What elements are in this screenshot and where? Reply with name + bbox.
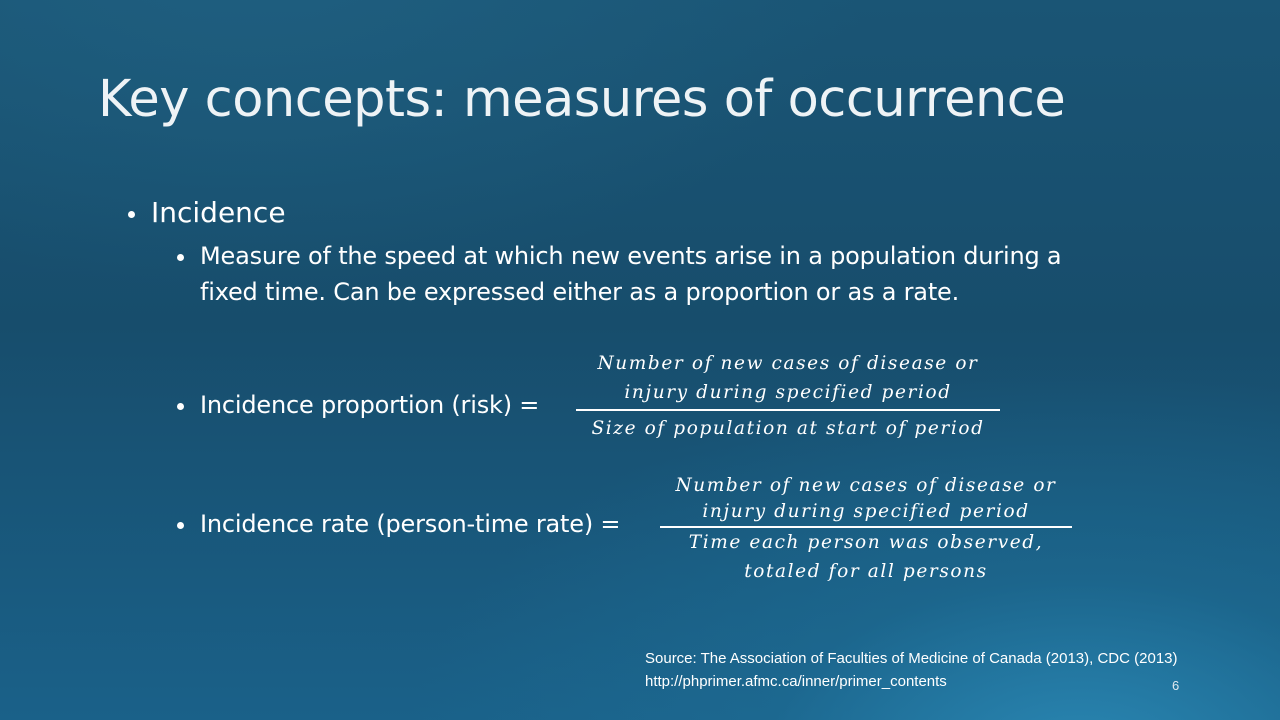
rate-denominator-line-2: totaled for all persons xyxy=(744,561,988,582)
incidence-proportion-formula xyxy=(576,349,1000,443)
fraction-bar xyxy=(576,409,1000,411)
bullet-dot xyxy=(177,522,184,529)
bullet-dot xyxy=(128,211,135,218)
definition-line-2: fixed time. Can be expressed either as a proportion or as a rate. xyxy=(200,278,960,306)
definition-line-1: Measure of the speed at which new events arise in a population during a xyxy=(200,242,1062,270)
proportion-numerator-line-2: injury during specified period xyxy=(624,382,952,403)
proportion-denominator: Size of population at start of period xyxy=(591,418,985,439)
slide-title: Key concepts: measures of occurrence xyxy=(98,70,1066,129)
source-citation: Source: The Association of Faculties of Medicine of Canada (2013), CDC (2013) xyxy=(645,650,1178,667)
proportion-numerator-line-1: Number of new cases of disease or xyxy=(597,353,979,374)
incidence-rate-formula xyxy=(660,471,1072,586)
rate-numerator-line-2: injury during specified period xyxy=(702,501,1030,522)
incidence-proportion-label: Incidence proportion (risk) = xyxy=(200,391,540,419)
rate-denominator-line-1: Time each person was observed, xyxy=(688,532,1044,553)
bullet-dot xyxy=(177,254,184,261)
rate-numerator-line-1: Number of new cases of disease or xyxy=(675,475,1057,496)
incidence-rate-label: Incidence rate (person-time rate) = xyxy=(200,510,621,538)
bullet-dot xyxy=(177,403,184,410)
bullet-incidence: Incidence xyxy=(151,196,286,229)
page-number: 6 xyxy=(1172,678,1180,693)
source-url: http://phprimer.afmc.ca/inner/primer_contents xyxy=(645,673,947,690)
